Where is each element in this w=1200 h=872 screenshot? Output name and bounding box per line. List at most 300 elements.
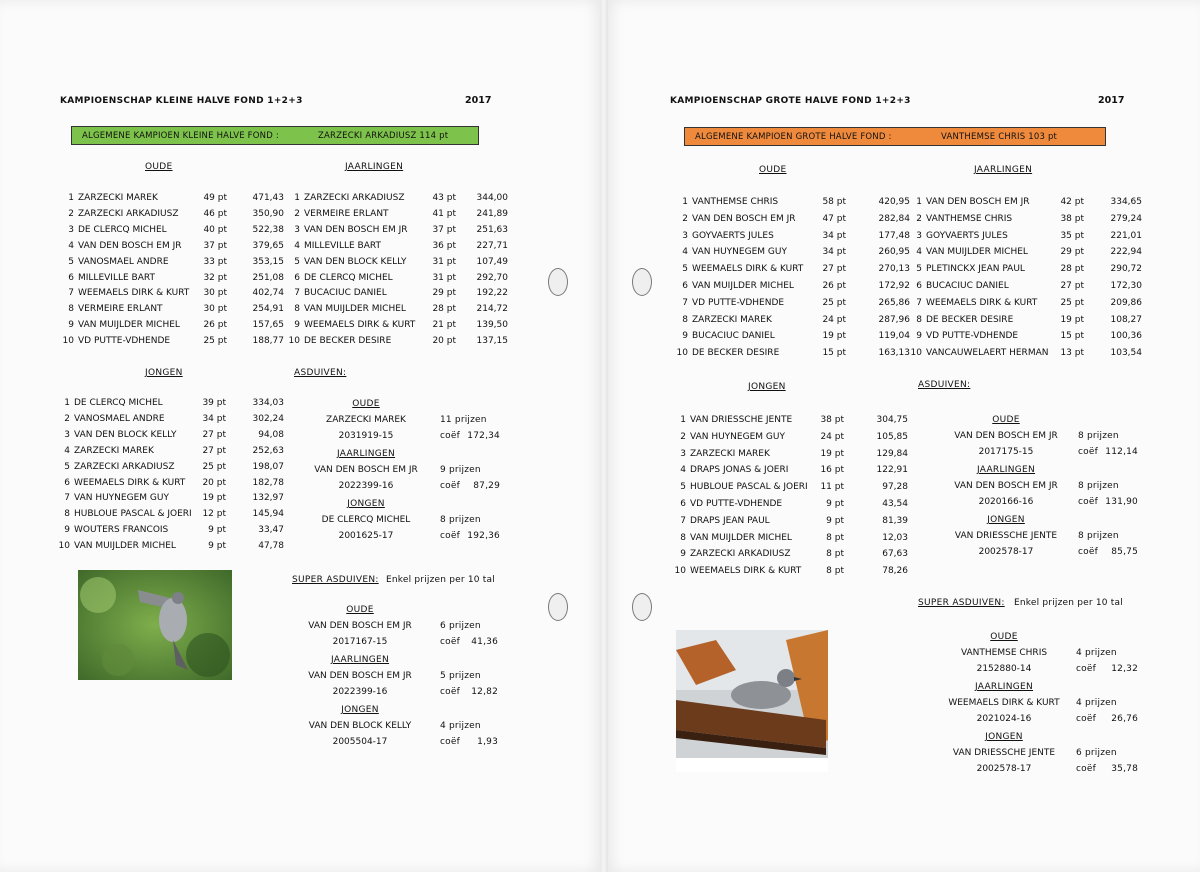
score: 198,07: [252, 461, 284, 472]
ranking-row: [52, 476, 284, 490]
rank-number: 4: [682, 247, 688, 258]
ranking-row: [56, 191, 284, 205]
fancier-name: VD PUTTE-VDHENDE: [692, 297, 785, 308]
ranking-row: [56, 318, 284, 332]
fancier-name: VAN HUYNEGEM GUY: [74, 493, 169, 504]
rank-number: 6: [68, 272, 74, 283]
ring-number: 2017167-15: [332, 637, 388, 647]
fancier-name: VAN DEN BOSCH EM JR: [78, 240, 182, 251]
ring-number: 2002578-17: [976, 764, 1032, 774]
coef-value: 112,14: [1105, 447, 1138, 457]
fancier-name: VAN DEN BOSCH EM JR: [926, 197, 1030, 207]
points: 8 pt: [826, 549, 844, 560]
ranking-row: [670, 195, 910, 209]
points: 38 pt: [820, 415, 844, 425]
fancier-name: VAN MUIJLDER MICHEL: [926, 247, 1028, 258]
page-title: KAMPIOENSCHAP KLEINE HALVE FOND 1+2+3: [60, 96, 303, 106]
ranking-row: [904, 245, 1142, 259]
points: 27 pt: [202, 429, 226, 440]
fancier-name: ZARZECKI MAREK: [692, 314, 772, 325]
points: 26 pt: [822, 281, 846, 291]
banner-label: ALGEMENE KAMPIOEN GROTE HALVE FOND :: [695, 131, 892, 142]
points: 15 pt: [1060, 331, 1084, 342]
rank-number: 10: [676, 348, 688, 359]
fancier-name: BUCACIUC DANIEL: [692, 331, 775, 342]
fancier-name: DE CLERCQ MICHEL: [78, 224, 167, 235]
points: 29 pt: [432, 288, 456, 299]
rank-number: 7: [680, 515, 686, 526]
points: 19 pt: [822, 331, 846, 342]
score: 344,00: [476, 193, 508, 203]
points: 28 pt: [1060, 264, 1084, 275]
points: 12 pt: [202, 509, 226, 520]
score: 265,86: [878, 297, 910, 308]
fancier-name: VAN HUYNEGEM GUY: [690, 431, 785, 442]
points: 31 pt: [432, 256, 456, 267]
score: 172,30: [1110, 281, 1142, 291]
ranking-row: [52, 491, 284, 505]
points: 28 pt: [432, 304, 456, 315]
ranking-row: [56, 255, 284, 269]
ranking-row: [904, 195, 1142, 209]
fancier-name: WEEMAELS DIRK & KURT: [304, 320, 416, 331]
points: 33 pt: [203, 256, 227, 267]
prize-count: 8 prijzen: [1078, 431, 1119, 441]
ranking-row: [668, 430, 908, 444]
ranking-row: [670, 296, 910, 310]
rank-number: 7: [64, 493, 70, 504]
fancier-name: WEEMAELS DIRK & KURT: [78, 288, 190, 299]
fancier-name: WOUTERS FRANCOIS: [74, 525, 169, 536]
points: 25 pt: [203, 336, 227, 347]
ranking-row: [670, 346, 910, 360]
ring-number: 2020166-16: [978, 497, 1034, 507]
points: 31 pt: [432, 272, 456, 283]
ranking-row: [670, 229, 910, 243]
ranking-row: [56, 223, 284, 237]
rank-number: 6: [680, 499, 686, 509]
rank-number: 5: [916, 264, 922, 275]
score: 252,63: [252, 445, 284, 456]
score: 107,49: [476, 256, 508, 267]
fancier-name: GOYVAERTS JULES: [926, 230, 1008, 241]
ranking-row: [52, 444, 284, 458]
fancier-name: VAN MUIJLDER MICHEL: [692, 281, 794, 291]
fancier-name: ZARZECKI MAREK: [78, 193, 158, 203]
points: 15 pt: [822, 348, 846, 359]
fancier-name: BUCACIUC DANIEL: [926, 281, 1009, 291]
super-asduiven-note: Enkel prijzen per 10 tal: [1014, 598, 1123, 608]
fancier-name: DE CLERCQ MICHEL: [304, 272, 393, 283]
ranking-row: [282, 271, 508, 285]
fancier-name: WEEMAELS DIRK & KURT: [692, 264, 804, 275]
rank-number: 1: [68, 193, 74, 203]
ranking-row: [670, 279, 910, 293]
coef-label: coëf: [1076, 664, 1096, 674]
ranking-row: [670, 313, 910, 327]
points: 13 pt: [1060, 348, 1084, 359]
points: 46 pt: [203, 208, 227, 219]
ranking-row: [668, 497, 908, 511]
pigeon-perched-image: [676, 630, 828, 772]
points: 42 pt: [1060, 197, 1084, 207]
fancier-name: VAN DEN BOSCH EM JR: [692, 213, 796, 224]
ranking-row: [282, 302, 508, 316]
rank-number: 7: [68, 288, 74, 299]
score: 132,97: [252, 493, 284, 504]
rank-number: 1: [682, 197, 688, 207]
rank-number: 9: [682, 331, 688, 342]
ranking-row: [904, 229, 1142, 243]
score: 137,15: [476, 336, 508, 347]
page-title: KAMPIOENSCHAP GROTE HALVE FOND 1+2+3: [670, 96, 911, 106]
ranking-row: [668, 514, 908, 528]
banner-value: VANTHEMSE CHRIS 103 pt: [941, 131, 1058, 142]
jaarlingen-header: JAARLINGEN: [974, 165, 1033, 175]
ranking-row: [282, 286, 508, 300]
ranking-row: [668, 413, 908, 427]
points: 32 pt: [203, 272, 227, 283]
points: 30 pt: [203, 304, 227, 315]
rank-number: 3: [916, 230, 922, 241]
ring-number: 2002578-17: [978, 547, 1034, 557]
score: 290,72: [1110, 264, 1142, 275]
fancier-name: ZARZECKI ARKADIUSZ: [304, 193, 405, 203]
category-label: JONGEN: [341, 705, 379, 715]
coef-value: 26,76: [1111, 714, 1138, 724]
category-label: OUDE: [992, 415, 1020, 425]
score: 33,47: [258, 525, 284, 536]
points: 11 pt: [820, 482, 844, 493]
points: 37 pt: [203, 240, 227, 251]
ranking-row: [904, 279, 1142, 293]
rank-number: 3: [68, 224, 74, 235]
rank-number: 9: [294, 320, 300, 331]
coef-label: coëf: [440, 481, 460, 491]
ranking-row: [670, 329, 910, 343]
ranking-row: [904, 313, 1142, 327]
pigeon-owner: VAN DEN BOSCH EM JR: [314, 465, 418, 475]
rank-number: 10: [58, 541, 70, 552]
fancier-name: MILLEVILLE BART: [304, 240, 381, 251]
points: 47 pt: [822, 213, 846, 224]
score: 292,70: [476, 272, 508, 283]
rank-number: 6: [64, 477, 70, 488]
rank-number: 8: [294, 304, 300, 315]
fancier-name: VANOSMAEL ANDRE: [74, 413, 165, 424]
fancier-name: DE CLERCQ MICHEL: [74, 398, 163, 408]
points: 25 pt: [822, 297, 846, 308]
banner-value: ZARZECKI ARKADIUSZ 114 pt: [318, 130, 449, 141]
score: 260,95: [878, 247, 910, 258]
fancier-name: VAN MUIJLDER MICHEL: [74, 541, 176, 552]
score: 103,54: [1110, 348, 1142, 359]
points: 25 pt: [1060, 297, 1084, 308]
category-label: OUDE: [352, 399, 380, 409]
points: 43 pt: [432, 193, 456, 203]
prize-count: 8 prijzen: [1078, 531, 1119, 541]
ranking-row: [56, 286, 284, 300]
score: 78,26: [882, 566, 908, 577]
coef-value: 87,29: [473, 481, 500, 491]
ranking-row: [670, 245, 910, 259]
fancier-name: GOYVAERTS JULES: [692, 230, 774, 241]
fancier-name: BUCACIUC DANIEL: [304, 288, 387, 299]
points: 9 pt: [826, 499, 844, 509]
ranking-row: [670, 212, 910, 226]
coef-label: coëf: [1076, 764, 1096, 774]
coef-value: 172,34: [467, 431, 500, 441]
score: 163,13: [878, 348, 910, 359]
points: 20 pt: [202, 477, 226, 488]
oude-header: OUDE: [145, 162, 173, 172]
ring-number: 2001625-17: [338, 531, 394, 541]
fancier-name: ZARZECKI ARKADIUSZ: [74, 461, 175, 472]
prize-count: 4 prijzen: [440, 721, 481, 731]
champion-banner: [71, 126, 479, 145]
ranking-row: [904, 296, 1142, 310]
category-label: OUDE: [346, 605, 374, 615]
prize-count: 9 prijzen: [440, 465, 481, 475]
points: 34 pt: [202, 413, 226, 424]
fancier-name: VAN DEN BOSCH EM JR: [304, 224, 408, 235]
fancier-name: VAN MUIJLDER MICHEL: [690, 532, 792, 543]
fancier-name: VAN MUIJLDER MICHEL: [78, 320, 180, 331]
score: 172,92: [878, 281, 910, 291]
score: 221,01: [1110, 230, 1142, 241]
points: 8 pt: [826, 566, 844, 577]
pigeon-photo-left: [78, 570, 232, 680]
rank-number: 9: [68, 320, 74, 331]
category-label: OUDE: [990, 632, 1018, 642]
rank-number: 6: [916, 281, 922, 291]
rank-number: 9: [680, 549, 686, 560]
score: 287,96: [878, 314, 910, 325]
points: 40 pt: [203, 224, 227, 235]
fancier-name: VERMEIRE ERLANT: [78, 304, 163, 315]
score: 282,84: [878, 213, 910, 224]
rank-number: 2: [682, 213, 688, 224]
points: 30 pt: [203, 288, 227, 299]
rank-number: 3: [682, 230, 688, 241]
fancier-name: VAN DEN BLOCK KELLY: [304, 256, 407, 267]
ranking-row: [52, 523, 284, 537]
rank-number: 4: [916, 247, 922, 258]
rank-number: 9: [64, 525, 70, 536]
score: 353,15: [252, 256, 284, 267]
score: 334,03: [252, 398, 284, 408]
rank-number: 7: [294, 288, 300, 299]
fancier-name: DRAPS JEAN PAUL: [690, 515, 770, 526]
score: 222,94: [1110, 247, 1142, 258]
points: 9 pt: [208, 541, 226, 552]
rank-number: 8: [680, 532, 686, 543]
points: 36 pt: [432, 240, 456, 251]
score: 139,50: [476, 320, 508, 331]
score: 471,43: [252, 193, 284, 203]
prize-count: 6 prijzen: [440, 621, 481, 631]
rank-number: 8: [64, 509, 70, 520]
ranking-row: [904, 346, 1142, 360]
score: 94,08: [258, 429, 284, 440]
punch-hole: [548, 268, 568, 296]
score: 47,78: [258, 541, 284, 552]
points: 19 pt: [202, 493, 226, 504]
ranking-row: [282, 191, 508, 205]
fancier-name: DE BECKER DESIRE: [692, 348, 780, 359]
rank-number: 10: [674, 566, 686, 577]
fancier-name: MILLEVILLE BART: [78, 272, 155, 283]
points: 24 pt: [820, 431, 844, 442]
pigeon-owner: WEEMAELS DIRK & KURT: [948, 698, 1060, 708]
ranking-row: [52, 539, 284, 553]
ranking-row: [52, 507, 284, 521]
score: 350,90: [252, 208, 284, 219]
score: 192,22: [476, 288, 508, 299]
points: 21 pt: [432, 320, 456, 331]
rank-number: 10: [62, 336, 74, 347]
super-asduiven-header: SUPER ASDUIVEN:: [292, 575, 379, 585]
rank-number: 2: [64, 413, 70, 424]
ring-number: 2022399-16: [338, 481, 394, 491]
rank-number: 2: [680, 431, 686, 442]
jaarlingen-header: JAARLINGEN: [345, 162, 404, 172]
page-fold: [600, 0, 608, 872]
points: 58 pt: [822, 197, 846, 207]
rank-number: 2: [916, 213, 922, 224]
points: 34 pt: [822, 247, 846, 258]
pigeon-owner: VAN DRIESSCHE JENTE: [954, 531, 1058, 541]
points: 29 pt: [1060, 247, 1084, 258]
rank-number: 2: [68, 208, 74, 219]
score: 182,78: [252, 477, 284, 488]
rank-number: 8: [916, 314, 922, 325]
score: 177,48: [878, 230, 910, 241]
fancier-name: VAN HUYNEGEM GUY: [692, 247, 787, 258]
score: 67,63: [882, 549, 908, 560]
ring-number: 2152880-14: [976, 664, 1032, 674]
prize-count: 8 prijzen: [1078, 481, 1119, 491]
rank-number: 7: [916, 297, 922, 308]
points: 8 pt: [826, 532, 844, 543]
coef-value: 12,82: [471, 687, 498, 697]
rank-number: 3: [64, 429, 70, 440]
punch-hole: [632, 593, 652, 621]
score: 420,95: [878, 197, 910, 207]
champion-banner: [684, 127, 1106, 146]
fancier-name: DE BECKER DESIRE: [926, 314, 1014, 325]
prize-count: 4 prijzen: [1076, 698, 1117, 708]
fancier-name: VD PUTTE-VDHENDE: [690, 499, 783, 509]
coef-label: coëf: [1078, 447, 1098, 457]
points: 9 pt: [826, 515, 844, 526]
ring-number: 2022399-16: [332, 687, 388, 697]
pigeon-owner: DE CLERCQ MICHEL: [321, 515, 411, 525]
coef-label: coëf: [440, 431, 460, 441]
ring-number: 2031919-15: [338, 431, 394, 441]
ranking-row: [56, 239, 284, 253]
score: 119,04: [878, 331, 910, 342]
coef-value: 131,90: [1105, 497, 1138, 507]
rank-number: 2: [294, 208, 300, 219]
ring-number: 2005504-17: [332, 737, 388, 747]
score: 188,77: [252, 336, 284, 347]
rank-number: 1: [64, 398, 70, 408]
year: 2017: [465, 95, 492, 106]
score: 270,13: [878, 264, 910, 275]
fancier-name: VAN DEN BLOCK KELLY: [74, 429, 177, 440]
rank-number: 3: [294, 224, 300, 235]
rank-number: 6: [682, 281, 688, 291]
points: 41 pt: [432, 208, 456, 219]
ranking-row: [282, 255, 508, 269]
pigeon-owner: VAN DEN BOSCH EM JR: [308, 671, 412, 681]
score: 12,03: [882, 532, 908, 543]
fancier-name: VD PUTTE-VDHENDE: [926, 331, 1019, 342]
points: 27 pt: [1060, 281, 1084, 291]
rank-number: 4: [680, 465, 686, 476]
coef-label: coëf: [1078, 497, 1098, 507]
score: 129,84: [876, 448, 908, 459]
fancier-name: WEEMAELS DIRK & KURT: [690, 566, 802, 577]
coef-label: coëf: [440, 531, 460, 541]
rank-number: 5: [64, 461, 70, 472]
score: 251,63: [476, 224, 508, 235]
pigeon-owner: VAN DEN BOSCH EM JR: [308, 621, 412, 631]
punch-hole: [548, 593, 568, 621]
ranking-row: [56, 271, 284, 285]
fancier-name: VAN DRIESSCHE JENTE: [690, 415, 793, 425]
ranking-row: [282, 239, 508, 253]
score: 254,91: [252, 304, 284, 315]
pigeon-owner: VAN DEN BOSCH EM JR: [954, 431, 1058, 441]
score: 304,75: [876, 415, 908, 425]
pigeon-owner: ZARZECKI MAREK: [326, 415, 406, 425]
score: 227,71: [476, 240, 508, 251]
rank-number: 4: [68, 240, 74, 251]
ranking-row: [282, 207, 508, 221]
ranking-row: [904, 212, 1142, 226]
score: 214,72: [476, 304, 508, 315]
super-asduiven-note: Enkel prijzen per 10 tal: [386, 575, 495, 585]
coef-label: coëf: [1076, 714, 1096, 724]
score: 522,38: [252, 224, 284, 235]
rank-number: 5: [294, 256, 300, 267]
prize-count: 4 prijzen: [1076, 648, 1117, 658]
asduiven-header: ASDUIVEN:: [918, 380, 971, 390]
coef-label: coëf: [1078, 547, 1098, 557]
score: 279,24: [1110, 213, 1142, 224]
fancier-name: VERMEIRE ERLANT: [304, 208, 389, 219]
oude-header: OUDE: [759, 165, 787, 175]
coef-label: coëf: [440, 637, 460, 647]
category-label: JONGEN: [985, 732, 1023, 742]
coef-label: coëf: [440, 737, 460, 747]
coef-label: coëf: [440, 687, 460, 697]
category-label: JONGEN: [987, 515, 1025, 525]
coef-value: 1,93: [477, 737, 498, 747]
fancier-name: DE BECKER DESIRE: [304, 336, 392, 347]
year: 2017: [1098, 95, 1125, 106]
ranking-row: [670, 262, 910, 276]
score: 379,65: [252, 240, 284, 251]
score: 145,94: [252, 509, 284, 520]
score: 100,36: [1110, 331, 1142, 342]
rank-number: 10: [910, 348, 922, 359]
ranking-row: [52, 428, 284, 442]
points: 26 pt: [203, 320, 227, 331]
jongen-header: JONGEN: [145, 368, 183, 378]
